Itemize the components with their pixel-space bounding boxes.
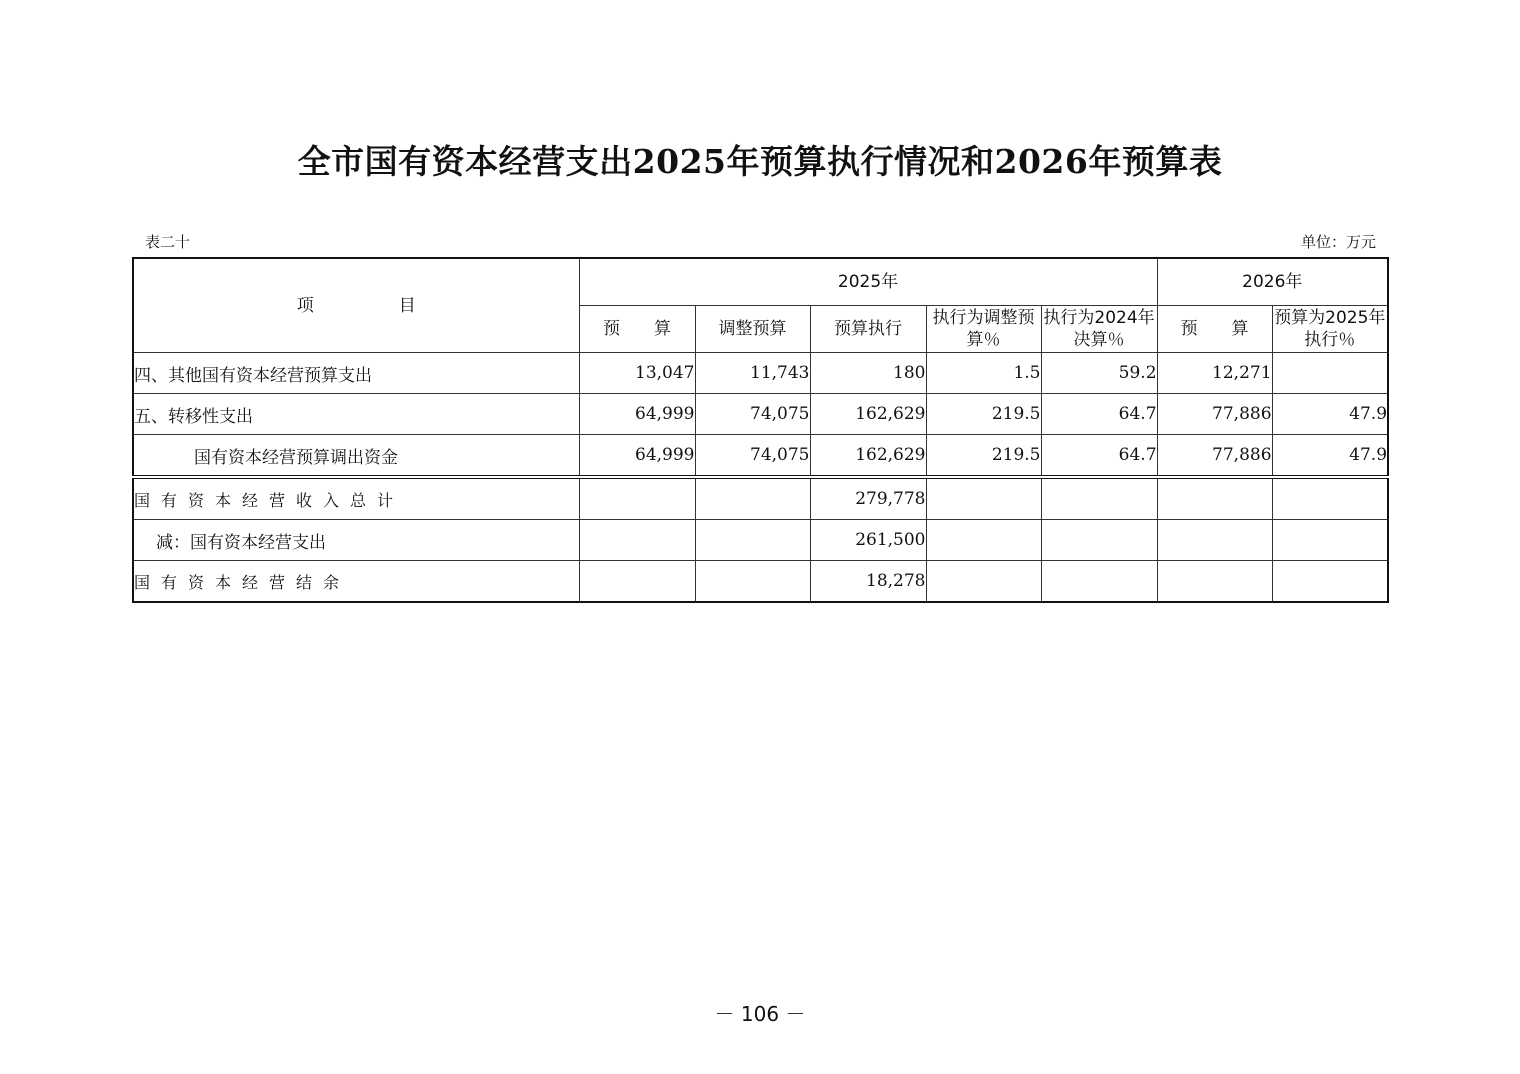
cell-budget-2026	[1157, 477, 1272, 520]
cell-adjusted-budget: 74,075	[695, 394, 810, 435]
cell-budget-2025: 13,047	[579, 353, 695, 394]
cell-adjusted-budget: 11,743	[695, 353, 810, 394]
row-label: 四、其他国有资本经营预算支出	[133, 353, 579, 394]
cell-budget-vs-2025-exec: 47.9	[1272, 435, 1388, 478]
header-row-years	[133, 258, 1388, 306]
cell-budget-2025	[579, 561, 695, 603]
cell-exec-vs-2024-final	[1041, 520, 1157, 561]
cell-budget-execution: 162,629	[810, 435, 926, 478]
row-label: 减：国有资本经营支出	[133, 520, 579, 561]
cell-budget-vs-2025-exec	[1272, 520, 1388, 561]
cell-exec-vs-2024-final: 64.7	[1041, 394, 1157, 435]
cell-exec-vs-2024-final: 59.2	[1041, 353, 1157, 394]
cell-budget-execution: 18,278	[810, 561, 926, 603]
cell-budget-2026: 12,271	[1157, 353, 1272, 394]
table-row	[133, 520, 1388, 561]
cell-budget-vs-2025-exec: 47.9	[1272, 394, 1388, 435]
cell-exec-vs-adjusted	[926, 561, 1041, 603]
cell-budget-vs-2025-exec	[1272, 477, 1388, 520]
cell-exec-vs-adjusted: 219.5	[926, 435, 1041, 478]
header-item: 项 目	[133, 258, 579, 353]
header-budget-vs-2025-exec: 预算为2025年执行％	[1272, 306, 1388, 353]
cell-adjusted-budget: 74,075	[695, 435, 810, 478]
cell-budget-2026: 77,886	[1157, 435, 1272, 478]
cell-budget-2025: 64,999	[579, 394, 695, 435]
header-budget-2025: 预 算	[579, 306, 695, 353]
cell-adjusted-budget	[695, 477, 810, 520]
cell-budget-2026	[1157, 520, 1272, 561]
cell-budget-2025: 64,999	[579, 435, 695, 478]
cell-adjusted-budget	[695, 561, 810, 603]
header-budget-2026: 预 算	[1157, 306, 1272, 353]
table-row	[133, 561, 1388, 603]
table-row	[133, 394, 1388, 435]
cell-budget-execution: 162,629	[810, 394, 926, 435]
cell-budget-execution: 279,778	[810, 477, 926, 520]
cell-exec-vs-adjusted	[926, 477, 1041, 520]
cell-budget-2025	[579, 520, 695, 561]
cell-budget-execution: 180	[810, 353, 926, 394]
page-title: 全市国有资本经营支出2025年预算执行情况和2026年预算表	[297, 142, 1223, 181]
cell-exec-vs-adjusted: 219.5	[926, 394, 1041, 435]
cell-adjusted-budget	[695, 520, 810, 561]
cell-exec-vs-2024-final	[1041, 477, 1157, 520]
header-adjusted-budget: 调整预算	[695, 306, 810, 353]
cell-exec-vs-2024-final: 64.7	[1041, 435, 1157, 478]
table-number: 表二十	[145, 233, 191, 251]
cell-budget-2026	[1157, 561, 1272, 603]
header-year-2025: 2025年	[579, 258, 1157, 306]
table-row	[133, 353, 1388, 394]
header-exec-vs-adjusted: 执行为调整预算％	[926, 306, 1041, 353]
row-label: 国有资本经营预算调出资金	[133, 435, 579, 478]
header-exec-vs-2024-final: 执行为2024年决算％	[1041, 306, 1157, 353]
cell-exec-vs-adjusted: 1.5	[926, 353, 1041, 394]
cell-budget-2026: 77,886	[1157, 394, 1272, 435]
unit-label: 单位：万元	[1300, 233, 1376, 251]
page-number: － 106 －	[714, 1002, 806, 1026]
table-row	[133, 435, 1388, 478]
cell-budget-vs-2025-exec	[1272, 353, 1388, 394]
cell-exec-vs-2024-final	[1041, 561, 1157, 603]
cell-exec-vs-adjusted	[926, 520, 1041, 561]
budget-table	[132, 257, 1389, 603]
row-label: 国有资本经营结余	[133, 561, 579, 603]
cell-budget-vs-2025-exec	[1272, 561, 1388, 603]
table-row	[133, 477, 1388, 520]
header-budget-execution: 预算执行	[810, 306, 926, 353]
row-label: 国有资本经营收入总计	[133, 477, 579, 520]
cell-budget-2025	[579, 477, 695, 520]
header-year-2026: 2026年	[1157, 258, 1388, 306]
row-label: 五、转移性支出	[133, 394, 579, 435]
cell-budget-execution: 261,500	[810, 520, 926, 561]
